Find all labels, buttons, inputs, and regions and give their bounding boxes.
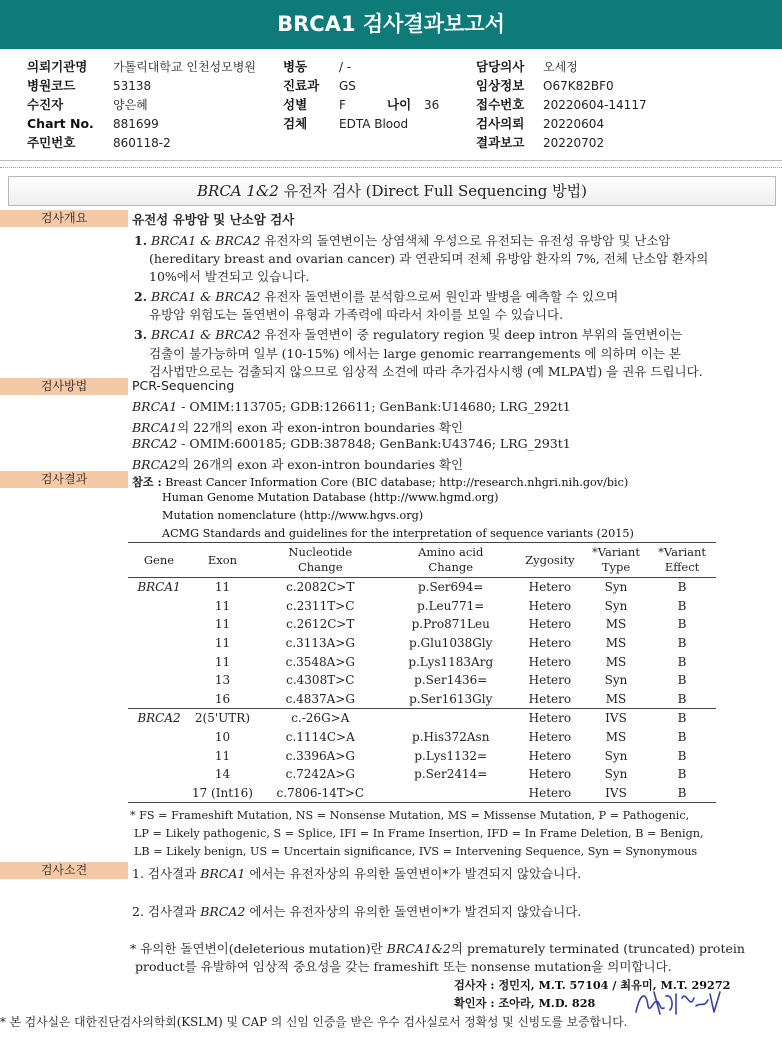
info-value: 오세정: [543, 60, 578, 74]
cell-effect: B: [677, 636, 687, 651]
col-amino-acid: [386, 543, 516, 578]
info-label: 성별: [283, 97, 308, 112]
overview-item-2: [134, 287, 618, 305]
info-value: 20220702: [543, 136, 605, 150]
gene-name: BRCA1: [200, 866, 246, 881]
info-value: 가톨릭대학교 인천성모병원: [113, 60, 256, 74]
info-value: 20220604: [543, 117, 605, 131]
gene-name: BRCA1&2: [386, 941, 451, 956]
table-row: [128, 578, 716, 597]
cell-zygosity: Hetero: [528, 767, 572, 782]
cell-gene: [128, 671, 190, 690]
cell-amino-acid: p.Lys1183Arg: [408, 654, 494, 669]
overview-item-3-line2: 검출이 불가능하며 일부 (10-15%) 에서는 large genomic rearrangements 에 의하며 이는 본: [149, 346, 681, 361]
opinion-text: 에서는 유전자상의 유의한 돌연변이*가 발견되지 않았습니다.: [245, 866, 582, 881]
reference-line: Human Genome Mutation Database (http://www.hgmd.org): [162, 491, 499, 504]
info-row: [27, 113, 256, 132]
gene-name: BRCA1: [132, 399, 178, 414]
legend-line: LP = Likely pathogenic, S = Splice, IFI = In Frame Insertion, IFD = In Frame Deletion, B = Benign,: [134, 827, 704, 840]
info-value: 양은혜: [113, 98, 148, 112]
tester-line: 검사자 : 정민지, M.T. 57104 / 최유미, M.T. 29272: [454, 978, 731, 992]
info-label: 검체: [283, 116, 308, 131]
table-row: [128, 709, 716, 728]
overview-item-3-line3: 검사법만으로는 검출되지 않으므로 임상적 소견에 따라 추가검사시행 (예 MLPA법) 을 권유 드립니다.: [149, 364, 703, 379]
info-label: 접수번호: [476, 97, 525, 112]
info-label: 병원코드: [27, 78, 76, 93]
item-text: 유전자 돌연변이를 분석함으로써 원인과 발병을 예측할 수 있으며: [260, 289, 619, 304]
cell-nucleotide: c.4308T>C: [286, 673, 355, 688]
cell-effect: B: [677, 691, 687, 706]
overview-item-1-line3: 10%에서 발견되고 있습니다.: [149, 269, 310, 284]
info-label: 의뢰기관명: [27, 59, 88, 74]
ref-text: - OMIM:600185; GDB:387848; GenBank:U43746; LRG_293t1: [177, 436, 571, 451]
header-line: Type: [601, 560, 631, 574]
item-text: 유전자의 돌연변이는 상염색체 우성으로 유전되는 유전성 유방암 및 난소암: [260, 233, 671, 248]
info-label: 검사의뢰: [476, 116, 525, 131]
cell-effect: B: [677, 730, 687, 745]
table-row: [128, 784, 716, 803]
cell-exon: 11: [214, 617, 231, 632]
ref-text: - OMIM:113705; GDB:126611; GenBank:U14680; LRG_292t1: [177, 399, 571, 414]
cell-exon: 17 (Int16): [190, 784, 255, 803]
method-brca1-exon: [132, 418, 463, 436]
overview-item-3: [134, 325, 682, 343]
col-variant-effect: [648, 543, 716, 578]
item-number: 1.: [134, 233, 148, 248]
method-brca1-ref: [132, 399, 571, 414]
cell-amino-acid: p.Pro871Leu: [411, 617, 490, 632]
section-label-opinion: 검사소견: [0, 862, 128, 879]
signature-image: [630, 984, 730, 1020]
cell-exon: 14: [214, 767, 231, 782]
gene-name: BRCA2: [200, 904, 246, 919]
cell-type: IVS: [584, 709, 648, 728]
cell-exon: 11: [214, 654, 231, 669]
info-row: [476, 113, 647, 132]
cell-type: MS: [605, 730, 627, 745]
cell-type: Syn: [604, 673, 628, 688]
info-col3: [476, 56, 647, 151]
legend-line: * FS = Frameshift Mutation, NS = Nonsense Mutation, MS = Missense Mutation, P = Pathogenic,: [130, 809, 690, 822]
table-row: [128, 728, 716, 747]
cell-nucleotide: c.3548A>G: [285, 654, 355, 669]
info-label: Chart No.: [27, 116, 94, 131]
cell-effect: B: [677, 580, 687, 595]
cell-amino-acid: p.Ser694=: [417, 580, 484, 595]
cell-gene: [128, 746, 190, 765]
info-value: O67K82BF0: [543, 79, 614, 93]
header-line: *Variant: [658, 545, 707, 559]
header-line: Change: [428, 560, 474, 574]
reference-line: Mutation nomenclature (http://www.hgvs.org): [162, 509, 424, 522]
cell-type: MS: [605, 654, 627, 669]
opinion-note-2: product를 유발하여 임상적 중요성을 갖는 frameshift 또는 nonsense mutation을 의미합니다.: [135, 959, 672, 974]
method-brca2-exon: [132, 455, 463, 473]
cell-effect: B: [648, 784, 716, 803]
cell-nucleotide: c.3396A>G: [285, 748, 355, 763]
opinion-text: 에서는 유전자상의 유의한 돌연변이*가 발견되지 않았습니다.: [245, 904, 582, 919]
info-value: GS: [339, 79, 356, 93]
cell-zygosity: Hetero: [528, 617, 572, 632]
cell-amino-acid: [386, 784, 516, 803]
cell-zygosity: Hetero: [528, 598, 572, 613]
cell-gene: [128, 690, 190, 709]
cell-exon: 11: [214, 598, 231, 613]
table-row: [128, 690, 716, 709]
table-row: [128, 615, 716, 634]
reference-label: 참조 :: [132, 475, 162, 489]
cell-zygosity: Hetero: [528, 748, 572, 763]
opinion-note-1: [130, 939, 745, 957]
cell-zygosity: Hetero: [528, 636, 572, 651]
cell-amino-acid: p.Ser1613Gly: [409, 691, 493, 706]
cell-effect: B: [677, 598, 687, 613]
info-row: [27, 94, 256, 113]
section-label-overview: 검사개요: [0, 210, 128, 227]
opinion-line-1: [132, 864, 581, 882]
cell-nucleotide: c.4837A>G: [285, 691, 355, 706]
table-row: [128, 765, 716, 784]
cell-nucleotide: c.1114C>A: [285, 730, 355, 745]
cell-type: MS: [605, 636, 627, 651]
cell-amino-acid: [386, 709, 516, 728]
footer-note: * 본 검사실은 대한진단검사의학회(KSLM) 및 CAP 의 신임 인증을 받은 우수 검사실로서 정확성 및 신빙도를 보증합니다.: [0, 1015, 628, 1029]
dotted-divider: [0, 167, 782, 168]
cell-effect: B: [677, 617, 687, 632]
reference-line: [132, 474, 628, 490]
info-row: [476, 94, 647, 113]
cell-nucleotide: c.7806-14T>C: [255, 784, 386, 803]
table-row: [128, 671, 716, 690]
cell-amino-acid: p.Glu1038Gly: [409, 636, 493, 651]
cell-effect: B: [677, 767, 687, 782]
confirmer-line: 확인자 : 조아라, M.D. 828: [454, 996, 596, 1010]
cell-zygosity: Hetero: [528, 673, 572, 688]
cell-amino-acid: p.Lys1132=: [414, 748, 488, 763]
table-row: [128, 597, 716, 616]
info-label: 담당의사: [476, 59, 525, 74]
info-col1: [27, 56, 256, 151]
cell-gene: BRCA2: [128, 709, 190, 728]
info-value: 53138: [113, 79, 152, 93]
exon-text: 의 22개의 exon 과 exon-intron boundaries 확인: [177, 420, 464, 435]
cell-gene: [128, 784, 190, 803]
cell-nucleotide: c.2612C>T: [286, 617, 355, 632]
info-value: 881699: [113, 117, 159, 131]
overview-item-2-line2: 유방암 위험도는 돌연변이 유형과 가족력에 따라서 차이를 보일 수 있습니다.: [149, 307, 564, 322]
cell-amino-acid: p.Ser2414=: [414, 767, 488, 782]
test-header: [8, 176, 776, 206]
opinion-text: 2. 검사결과: [132, 904, 201, 919]
col-nucleotide: [255, 543, 386, 578]
info-value: 860118-2: [113, 136, 171, 150]
cell-gene: BRCA1: [137, 580, 181, 595]
cell-exon: 2(5'UTR): [190, 709, 255, 728]
cell-zygosity: Hetero: [516, 709, 584, 728]
info-label: 결과보고: [476, 135, 525, 150]
cell-effect: B: [677, 673, 687, 688]
overview-item-1: [134, 231, 671, 249]
cell-type: Syn: [604, 598, 628, 613]
method-name: PCR-Sequencing: [132, 378, 235, 393]
overview-item-1-line2: (hereditary breast and ovarian cancer) 과 연관되며 전체 유방암 환자의 7%, 전체 난소암 환자의: [149, 251, 709, 266]
note-text: 의 prematurely terminated (truncated) protein: [450, 941, 745, 956]
col-exon: Exon: [190, 543, 255, 578]
info-row: [283, 113, 439, 132]
info-row: [283, 75, 439, 94]
table-header-row: [128, 543, 716, 578]
cell-amino-acid: p.Ser1436=: [414, 673, 488, 688]
test-header-genes: BRCA 1&2: [197, 182, 279, 200]
item-genes: BRCA1 & BRCA2: [151, 289, 261, 304]
divider: [0, 160, 782, 161]
cell-zygosity: Hetero: [528, 691, 572, 706]
col-zygosity: Zygosity: [516, 543, 584, 578]
cell-nucleotide: c.-26G>A: [255, 709, 386, 728]
item-genes: BRCA1 & BRCA2: [151, 327, 261, 342]
item-genes: BRCA1 & BRCA2: [151, 233, 261, 248]
cell-gene: [128, 728, 190, 747]
info-value: 20220604-14117: [543, 98, 647, 112]
cell-gene: [128, 652, 190, 671]
info-row: [27, 56, 256, 75]
cell-amino-acid: p.His372Asn: [412, 730, 490, 745]
table-row: [128, 634, 716, 653]
exon-text: 의 26개의 exon 과 exon-intron boundaries 확인: [177, 457, 464, 472]
cell-type: Syn: [604, 580, 628, 595]
cell-gene: [128, 765, 190, 784]
opinion-line-2: [132, 902, 581, 920]
age-value: 36: [424, 98, 440, 112]
reference-line: ACMG Standards and guidelines for the interpretation of sequence variants (2015): [162, 527, 634, 540]
info-row: [476, 75, 647, 94]
gene-name: BRCA2: [132, 436, 178, 451]
cell-exon: 11: [214, 636, 231, 651]
cell-effect: B: [648, 709, 716, 728]
reference-text: Breast Cancer Information Core (BIC database; http://research.nhgri.nih.gov/bic): [165, 476, 629, 489]
info-row: [283, 94, 439, 113]
opinion-text: 1. 검사결과: [132, 866, 201, 881]
info-row: [476, 56, 647, 75]
info-col2: [283, 56, 439, 132]
info-label: 진료과: [283, 78, 320, 93]
item-number: 3.: [134, 327, 148, 342]
info-label: 임상정보: [476, 78, 525, 93]
cell-type: Syn: [604, 767, 628, 782]
legend-line: LB = Likely benign, US = Uncertain significance, IVS = Intervening Sequence, Syn = Synonymous: [134, 845, 698, 858]
cell-gene: [128, 634, 190, 653]
overview-heading: 유전성 유방암 및 난소암 검사: [132, 212, 295, 227]
cell-type: IVS: [584, 784, 648, 803]
info-row: [27, 75, 256, 94]
info-value: EDTA Blood: [339, 117, 409, 131]
info-value: / -: [339, 60, 352, 74]
cell-nucleotide: c.2311T>C: [286, 598, 355, 613]
col-variant-type: [584, 543, 648, 578]
cell-exon: 11: [214, 748, 231, 763]
info-value: F: [339, 98, 346, 112]
info-row: [476, 132, 647, 151]
cell-nucleotide: c.7242A>G: [285, 767, 355, 782]
cell-amino-acid: p.Leu771=: [417, 598, 485, 613]
info-row: [283, 56, 439, 75]
cell-type: MS: [605, 691, 627, 706]
variant-table-grid: [128, 543, 716, 803]
header-line: Effect: [664, 560, 700, 574]
col-gene: Gene: [128, 543, 190, 578]
cell-exon: 11: [214, 580, 231, 595]
cell-type: Syn: [604, 748, 628, 763]
info-label: 병동: [283, 59, 308, 74]
age-label: 나이: [387, 97, 412, 112]
cell-nucleotide: c.3113A>G: [285, 636, 355, 651]
header-line: Amino acid: [418, 545, 484, 559]
cell-exon: 13: [214, 673, 231, 688]
cell-gene: [128, 597, 190, 616]
cell-nucleotide: c.2082C>T: [286, 580, 355, 595]
table-row: [128, 652, 716, 671]
header-line: Change: [297, 560, 343, 574]
table-row: [128, 746, 716, 765]
header-line: Nucleotide: [288, 545, 353, 559]
info-label: 수진자: [27, 97, 64, 112]
cell-effect: B: [677, 654, 687, 669]
test-header-title: 유전자 검사 (Direct Full Sequencing 방법): [283, 182, 587, 200]
cell-zygosity: Hetero: [528, 654, 572, 669]
cell-gene: [128, 615, 190, 634]
cell-effect: B: [677, 748, 687, 763]
cell-exon: 16: [214, 691, 231, 706]
item-number: 2.: [134, 289, 148, 304]
cell-zygosity: Hetero: [528, 580, 572, 595]
section-label-result: 검사결과: [0, 471, 128, 488]
cell-exon: 10: [214, 730, 231, 745]
header-line: *Variant: [592, 545, 640, 559]
method-brca2-ref: [132, 436, 571, 451]
section-label-method: 검사방법: [0, 378, 128, 395]
item-text: 유전자 돌연변이 중 regulatory region 및 deep intron 부위의 돌연변이는: [260, 327, 683, 342]
report-title: BRCA1 검사결과보고서: [0, 0, 782, 49]
info-row: [27, 132, 256, 151]
info-label: 주민번호: [27, 135, 76, 150]
cell-zygosity: Hetero: [528, 730, 572, 745]
note-text: * 유의한 돌연변이(deleterious mutation)란: [130, 941, 387, 956]
variant-table: [128, 542, 716, 803]
gene-name: BRCA1: [132, 420, 178, 435]
gene-name: BRCA2: [132, 457, 178, 472]
cell-zygosity: Hetero: [516, 784, 584, 803]
cell-type: MS: [605, 617, 627, 632]
